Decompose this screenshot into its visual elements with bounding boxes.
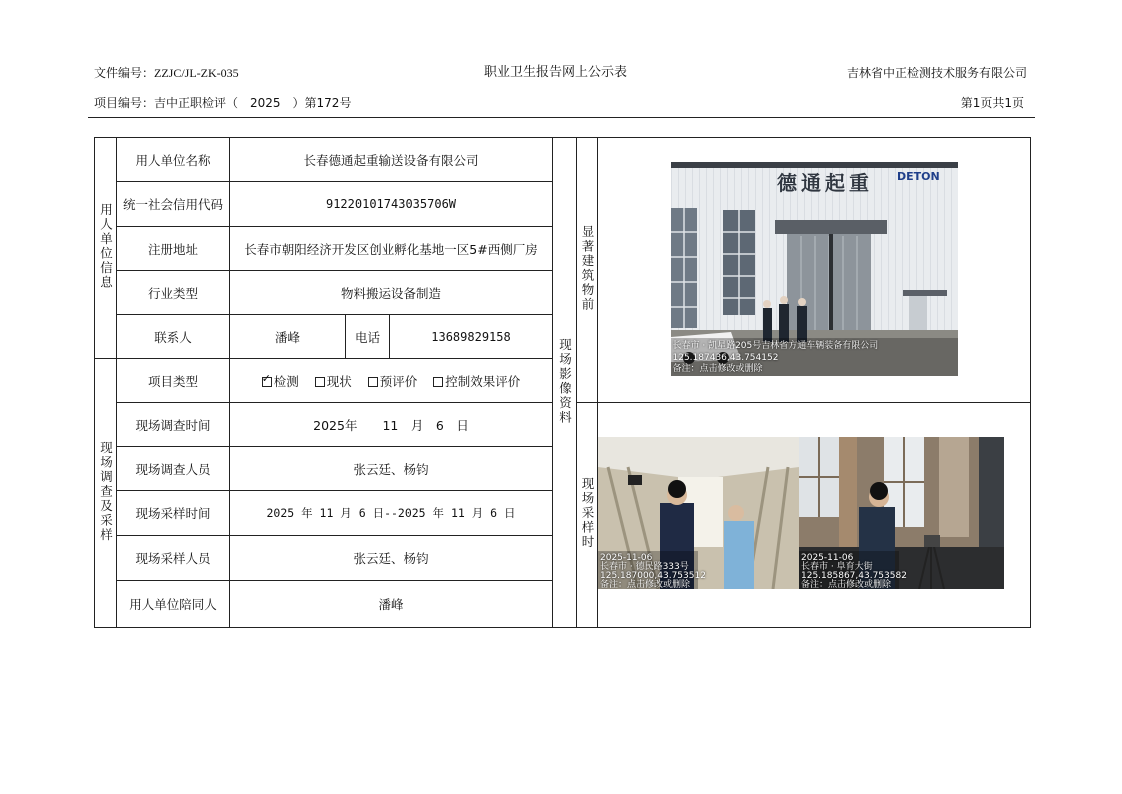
sampling-time-label: 现场采样时间 [117,491,230,536]
address-value: 长春市朝阳经济开发区创业孵化基地一区5#西侧厂房 [230,227,553,271]
unit-name-value: 长春德通起重输送设备有限公司 [230,138,553,182]
escort-label: 用人单位陪同人 [117,581,230,628]
sampling-photos-cell [598,403,1031,628]
section-employer-info: 用人单位信息 [95,138,117,359]
building-caption-note[interactable]: 备注：点击修改或删除 [672,363,763,374]
sampling-staff-label: 现场采样人员 [117,536,230,581]
building-sign-text: 德通起重 [776,170,873,195]
page-info: 第1页共1页 [960,96,1024,110]
checkbox-pre-evaluation[interactable] [368,377,378,387]
survey-time-label: 现场调查时间 [117,403,230,447]
survey-time-value: 2025年 11 月 6 日 [230,403,553,447]
survey-staff-value: 张云廷、杨钧 [230,447,553,491]
sampling-photo-right [799,437,1004,589]
survey-staff-label: 现场调查人员 [117,447,230,491]
sampling-photo-left [598,437,799,589]
building-photo-cell [598,138,1031,403]
project-number: 项目编号：吉中正职检评（ 2025 ）第172号 [94,96,352,110]
section-survey-sampling: 现场调查及采样 [95,359,117,628]
phone-value: 13689829158 [390,315,553,359]
phone-label: 电话 [346,315,390,359]
disclosure-table [94,137,1031,628]
right-caption-coords: 125.185867,43.753582 [801,571,907,581]
contact-label: 联系人 [117,315,230,359]
building-photo [671,162,958,376]
project-type-label: 项目类型 [117,359,230,403]
document-title: 职业卫生报告网上公示表 [484,65,628,80]
sampling-time-value: 2025 年 11 月 6 日--2025 年 11 月 6 日 [230,491,553,536]
right-caption-note[interactable]: 备注：点击修改或删除 [801,580,892,589]
option-status[interactable]: 现状 [315,374,352,389]
building-caption-coords: 125.187436,43.754152 [672,352,779,363]
company-name: 吉林省中正检测技术服务有限公司 [846,66,1027,80]
credit-code-value: 91220101743035706W [230,182,553,227]
checkbox-control-effect[interactable] [433,377,443,387]
left-caption-note[interactable]: 备注：点击修改或删除 [600,580,691,589]
industry-value: 物料搬运设备制造 [230,271,553,315]
address-label: 注册地址 [117,227,230,271]
building-logo-text: DETON [896,169,940,183]
building-caption-location: 长春市 · 凯星路205号吉林省方通车辆装备有限公司 [672,340,879,351]
left-caption-date: 2025-11-06 [600,553,653,563]
option-control-effect[interactable]: 控制效果评价 [433,374,520,389]
sampling-staff-value: 张云廷、杨钧 [230,536,553,581]
file-number: 文件编号：ZZJC/JL-ZK-035 [94,66,239,80]
left-caption-location: 长春市 · 德民路333号 [600,562,689,572]
section-sampling: 现场采样时 [577,403,598,628]
checkbox-testing[interactable] [262,377,272,387]
unit-name-label: 用人单位名称 [117,138,230,182]
option-testing[interactable]: ✓ 检测 [262,374,299,389]
left-caption-coords: 125.187000,43.753512 [600,571,706,581]
right-caption-location: 长春市 · 阜育大街 [801,562,873,572]
industry-label: 行业类型 [117,271,230,315]
checkbox-status[interactable] [315,377,325,387]
escort-value: 潘峰 [230,581,553,628]
project-type-options [230,359,553,403]
credit-code-label: 统一社会信用代码 [117,182,230,227]
right-caption-date: 2025-11-06 [801,553,854,563]
contact-value: 潘峰 [230,315,346,359]
section-building-front: 显著建筑物前 [577,138,598,403]
header-rule [88,117,1035,118]
option-pre-evaluation[interactable]: 预评价 [368,374,418,389]
section-site-images: 现场影像资料 [553,138,577,628]
